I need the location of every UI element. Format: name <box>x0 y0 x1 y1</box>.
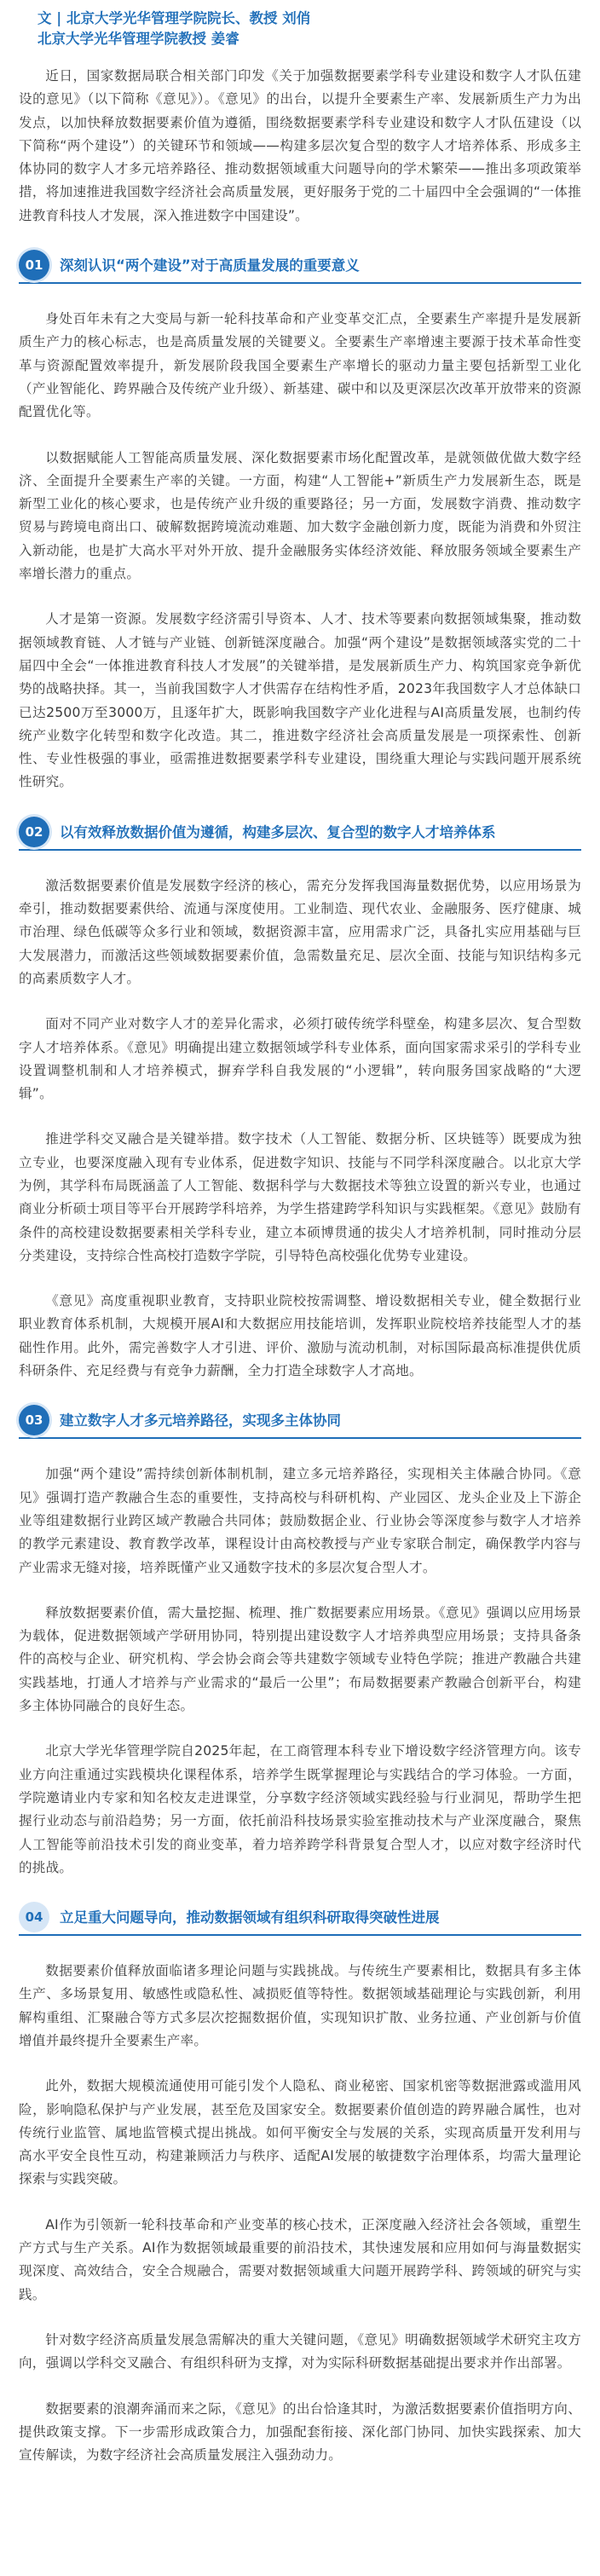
section-title: 立足重大问题导向，推动数据领域有组织科研取得突破性进展 <box>60 1909 440 1926</box>
section-4-paragraph-2: 此外，数据大规模流通使用可能引发个人隐私、商业秘密、国家机密等数据泄露或滥用风险，影响隐私保护与产业发展，甚至危及国家安全。数据要素价值创造的跨界融合属性，也对传统行业监管、属地监管模式提出挑战。如何平衡安全与发展的关系，实现高质量开发利用与高水平安全良性互动，构建兼顾活力与秩序、适配AI发展的敏捷数字治理体系，均需大量理论探索与实践突破。 <box>19 2078 581 2187</box>
byline-author-2: 北京大学光华管理学院教授 姜睿 <box>38 31 239 47</box>
byline-author-1: 文 | 北京大学光华管理学院院长、教授 刘俏 <box>38 10 311 26</box>
section-4 <box>19 1902 581 2467</box>
section-1 <box>19 250 581 794</box>
section-3-paragraph-3: 北京大学光华管理学院自2025年起，在工商管理本科专业下增设数字经济管理方向。该专业方向注重通过实践模块化课程体系，培养学生既掌握理论与实践结合的学习体验。一方面，学院邀请业内专家和知名校友走进课堂，分享数字经济领域实践经验与行业洞见，帮助学生把握行业动态与前沿趋势；另一方面，依托前沿科技场景实验室推动技术与产业深度融合，聚焦人工智能等前沿技术引发的商业变革，着力培养跨学科背景复合型人才，以应对数字经济时代的挑战。 <box>19 1743 581 1875</box>
section-2-paragraph-3: 推进学科交叉融合是关键举措。数字技术（人工智能、数据分析、区块链等）既要成为独立专业，也要深度融入现有专业体系，促进数字知识、技能与不同学科深度融合。以北京大学为例，其学科布局既涵盖了人工智能、数据科学与大数据技术等独立设置的新兴专业，也通过商业分析硕士项目等平台开展跨学科培养，为学生搭建跨学科知识与实践框架。《意见》鼓励有条件的高校建设数据要素相关学科专业，建立本硕博贯通的拔尖人才培养机制，同时推动分层分类建设，支持综合性高校打造数字学院，引导特色高校强化优势专业建设。 <box>19 1131 581 1263</box>
section-1-paragraph-3: 人才是第一资源。发展数字经济需引导资本、人才、技术等要素向数据领域集聚，推动数据领域教育链、人才链与产业链、创新链深度融合。加强“两个建设”是数据领域落实党的二十届四中全会“一体推进教育科技人才发展”的关键举措，是发展新质生产力、构筑国家竞争新优势的战略抉择。其一，当前我国数字人才供需存在结构性矛盾，2023年我国数字人才总体缺口已达2500万至3000万，且逐年扩大，既影响我国数字产业化进程与AI高质量发展，也制约传统产业数字化转型和数字化改造。其二，推进数字经济社会高质量发展是一项探索性、创新性、专业性极强的事业，亟需推进数据要素学科专业建设，围绕重大理论与实践问题开展系统性研究。 <box>19 611 581 790</box>
section-1-paragraph-1: 身处百年未有之大变局与新一轮科技革命和产业变革交汇点，全要素生产率提升是发展新质生产力的核心标志，也是高质量发展的关键要义。全要素生产率增速主要源于技术革命性变革与资源配置效率提升，新发展阶段我国全要素生产率增长的驱动力量主要包括新型工业化（产业智能化、跨界融合及传统产业升级）、新基建、碳中和以及更深层次改革开放带来的资源配置优化等。 <box>19 311 581 420</box>
section-divider <box>19 282 581 284</box>
section-4-header <box>19 1902 581 1936</box>
section-2-paragraph-4: 《意见》高度重视职业教育，支持职业院校按需调整、增设数据相关专业，健全数据行业职业教育体系机制，大规模开展AI和大数据应用技能培训，发挥职业院校培养技能型人才的基础性作用。此外，需完善数字人才引进、评价、激励与流动机制，对标国际最高标准提供优质科研条件、充足经费与有竞争力薪酬，全力打造全球数字人才高地。 <box>19 1293 581 1379</box>
section-divider <box>19 1934 581 1936</box>
section-2-header <box>19 817 581 851</box>
section-title: 深刻认识“两个建设”对于高质量发展的重要意义 <box>60 257 360 274</box>
section-2-paragraph-1: 激活数据要素价值是发展数字经济的核心，需充分发挥我国海量数据优势，以应用场景为牵引，推动数据要素供给、流通与深度使用。工业制造、现代农业、金融服务、医疗健康、城市治理、绿色低碳等众多行业和领域，数据资源丰富，应用需求广泛，具备扎实应用基础与巨大发展潜力，而激活这些领域数据要素价值，急需数量充足、层次全面、技能与知识结构多元的高素质数字人才。 <box>19 877 581 986</box>
section-4-paragraph-1: 数据要素价值释放面临诸多理论问题与实践挑战。与传统生产要素相比，数据具有多主体生产、多场景复用、敏感性或隐私性、减损贬值等特性。数据领域基础理论与实践创新，利用解构重组、汇聚融合等方式多层次挖掘数据价值，实现知识扩散、业务拉通、产业创新与价值增值并最终提升全要素生产率。 <box>19 1963 581 2048</box>
section-2-paragraph-2: 面对不同产业对数字人才的差异化需求，必须打破传统学科壁垒，构建多层次、复合型数字人才培养体系。《意见》明确提出建立数据领域学科专业体系，面向国家需求采引的学科专业设置调整机制和人才培养模式，摒弃学科自我发展的“小逻辑”，转向服务国家战略的“大逻辑”。 <box>19 1016 581 1102</box>
section-divider <box>19 849 581 851</box>
section-number-badge: 03 <box>19 1405 49 1435</box>
intro-paragraph: 近日，国家数据局联合相关部门印发《关于加强数据要素学科专业建设和数字人才队伍建设的意见》（以下简称《意见》）。《意见》的出台，以提升全要素生产率、发展新质生产力为出发点，以加快释放数据要素价值为遵循，围绕数据要素学科专业建设和数字人才队伍建设（以下简称“两个建设”）的关键环节和领域——构建多层次复合型的数字人才培养体系、形成多主体协同的数字人才多元培养路径、推动数据领域重大问题导向的学术繁荣——推出多项政策举措，将加速推进我国数字经济社会高质量发展，更好服务于党的二十届四中全会强调的“一体推进教育科技人才发展，深入推进数字中国建设”。 <box>19 68 581 223</box>
section-3 <box>19 1405 581 1880</box>
byline <box>19 9 581 49</box>
section-1-header <box>19 250 581 284</box>
section-3-paragraph-2: 释放数据要素价值，需大量挖掘、梳理、推广数据要素应用场景。《意见》强调以应用场景为载体，促进数据领域产学研用协同，特别提出建设数字人才培养典型应用场景；支持具备条件的高校与企业、研究机构、学会协会商会等共建数字领域专业特色学院；推进产教融合共建实践基地，打通人才培养与产业需求的“最后一公里”；布局数据要素产教融合创新平台，构建多主体协同融合的良好生态。 <box>19 1604 581 1714</box>
section-divider <box>19 1437 581 1439</box>
section-2 <box>19 817 581 1383</box>
section-4-paragraph-3: AI作为引领新一轮科技革命和产业变革的核心技术，正深度融入经济社会各领域，重塑生产方式与生产关系。AI作为数据领域最重要的前沿技术，其快速发展和应用如何与海量数据实现深度、高效结合，安全合规融合，需要对数据领域重大问题开展跨学科、跨领域的研究与实践。 <box>19 2216 581 2302</box>
section-3-header <box>19 1405 581 1439</box>
section-number-badge: 04 <box>19 1902 49 1932</box>
section-4-paragraph-4: 针对数字经济高质量发展急需解决的重大关键问题，《意见》明确数据领域学术研究主攻方向，强调以学科交叉融合、有组织科研为支撑，对为实际科研数据基础提出要求并作出部署。 <box>19 2331 581 2371</box>
section-number-badge: 02 <box>19 817 49 847</box>
section-4-paragraph-5: 数据要素的浪潮奔涌而来之际，《意见》的出台恰逢其时，为激活数据要素价值指明方向、提供政策支撑。下一步需形成政策合力，加强配套衔接、深化部门协同、加快实践探索、加大宣传解读，为数字经济社会高质量发展注入强劲动力。 <box>19 2400 581 2463</box>
section-title: 建立数字人才多元培养路径，实现多主体协同 <box>60 1412 341 1430</box>
section-3-paragraph-1: 加强“两个建设”需持续创新体制机制，建立多元培养路径，实现相关主体融合协同。《意见》强调打造产教融合生态的重要性，支持高校与科研机构、产业园区、龙头企业及上下游企业等组建数据行业跨区域产教融合共同体；鼓励数据企业、行业协会等深度参与数字人才培养的教学元素建设、教育教学改革，课程设计由高校教授与产业专家联合制定，确保教学内容与产业需求无缝对接，培养既懂产业又通数字技术的多层次复合型人才。 <box>19 1466 581 1575</box>
section-1-paragraph-2: 以数据赋能人工智能高质量发展、深化数据要素市场化配置改革，是就领做优做大数字经济、全面提升全要素生产率的关键。一方面，构建“人工智能+”新质生产力发展新生态，既是新型工业化的核心要求，也是传统产业升级的重要路径；另一方面，发展数字消费、推动数字贸易与跨境电商出口、破解数据跨境流动难题、加大数字金融创新力度，既能为消费和外贸注入新动能，也是扩大高水平对外开放、提升金融服务实体经济效能、释放服务领域全要素生产率增长潜力的重点。 <box>19 449 581 582</box>
section-title: 以有效释放数据价值为遵循，构建多层次、复合型的数字人才培养体系 <box>60 823 496 840</box>
section-number-badge: 01 <box>19 250 49 280</box>
